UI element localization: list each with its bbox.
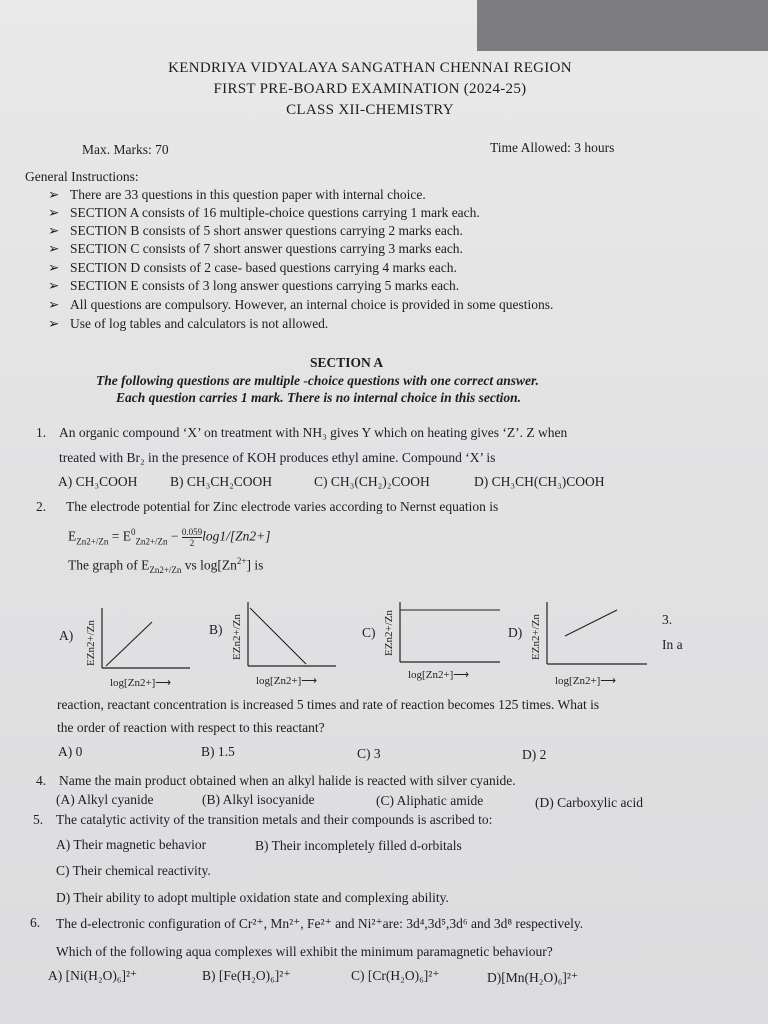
q3-option-d: D) 2 — [522, 747, 547, 762]
graph-b-ylabel: EZn2+/Zn — [231, 614, 243, 660]
q2-option-c-label: C) — [362, 625, 376, 640]
graph-a-ylabel: EZn2+/Zn — [85, 620, 97, 666]
graph-option-b — [226, 596, 346, 692]
graph-d-xlabel: log[Zn2+]⟶ — [555, 675, 617, 687]
q5-option-d: D) Their ability to adopt multiple oxidation state and complexing ability. — [56, 890, 449, 905]
q6-line2: Which of the following aqua complexes will exhibit the minimum paramagnetic behaviour? — [56, 944, 553, 959]
graph-b-line — [250, 608, 306, 664]
q2-number: 2. — [36, 499, 47, 514]
q3-start: In a — [662, 637, 683, 652]
instruction-item: ➢ There are 33 questions in this question paper with internal choice. — [48, 187, 426, 202]
q3-option-b: B) 1.5 — [201, 744, 235, 759]
q6-option-a: A) [Ni(H₂O)₆]²⁺ — [48, 968, 138, 983]
graph-a-line — [106, 622, 152, 666]
q4-option-c: (C) Aliphatic amide — [376, 793, 484, 808]
q5-line1: The catalytic activity of the transition metals and their compounds is ascribed to: — [56, 812, 493, 827]
q2-line1: The electrode potential for Zinc electrode varies according to Nernst equation is — [66, 499, 499, 514]
instruction-item: ➢ SECTION E consists of 3 long answer questions carrying 5 marks each. — [48, 278, 460, 293]
instruction-item: ➢ SECTION C consists of 7 short answer questions carrying 3 marks each. — [48, 241, 463, 256]
graph-option-d — [525, 596, 655, 692]
arrow-bullet-icon: ➢ — [48, 297, 60, 312]
instructions-title: General Instructions: — [25, 169, 139, 184]
q6-option-c: C) [Cr(H₂O)₆]²⁺ — [351, 968, 440, 983]
q6-option-b: B) [Fe(H₂O)₆]²⁺ — [202, 968, 291, 983]
q1-option-b: B) CH₃CH₂COOH — [170, 474, 273, 489]
header-region: KENDRIYA VIDYALAYA SANGATHAN CHENNAI REGION — [168, 60, 572, 76]
q1-line1: An organic compound ‘X’ on treatment with NH₃ gives Y which on heating gives ‘Z’. Z when — [59, 425, 568, 440]
arrow-bullet-icon: ➢ — [48, 241, 60, 256]
arrow-bullet-icon: ➢ — [48, 278, 60, 293]
q6-line1: The d-electronic configuration of Cr²⁺, Mn²⁺, Fe²⁺ and Ni²⁺are: 3d⁴,3d⁵,3d⁶ and 3d⁸ respectively. — [56, 916, 584, 931]
graph-a-xlabel: log[Zn2+]⟶ — [110, 677, 172, 689]
q1-option-c: C) CH₃(CH₂)₂COOH — [314, 474, 430, 489]
q5-option-b: B) Their incompletely filled d-orbitals — [255, 838, 462, 853]
graph-c-ylabel: EZn2+/Zn — [383, 610, 395, 656]
time-allowed: Time Allowed: 3 hours — [490, 140, 615, 155]
q1-line2: treated with Br₂ in the presence of KOH produces ethyl amine. Compound ‘X’ is — [59, 450, 496, 465]
q5-option-a: A) Their magnetic behavior — [56, 837, 207, 852]
q2-option-b-label: B) — [209, 622, 223, 637]
header-class: CLASS XII-CHEMISTRY — [286, 102, 454, 118]
section-title: SECTION A — [310, 355, 384, 370]
q1-number: 1. — [36, 425, 47, 440]
q5-number: 5. — [33, 812, 44, 827]
arrow-bullet-icon: ➢ — [48, 260, 60, 275]
q2-graph-question: The graph of $E_{Zn2+/Zn}$ vs $\log[Zn^{2+}]$ is — [68, 556, 264, 576]
q2-option-a-label: A) — [59, 628, 74, 643]
graph-d-line — [565, 610, 617, 636]
q3-number: 3. — [662, 612, 673, 627]
graph-option-a — [80, 600, 200, 692]
graph-c-xlabel: log[Zn2+]⟶ — [408, 669, 470, 681]
q1-option-d: D) CH₃CH(CH₃)COOH — [474, 474, 605, 489]
max-marks: Max. Marks: 70 — [82, 142, 169, 157]
q4-line1: Name the main product obtained when an alkyl halide is reacted with silver cyanide. — [59, 773, 516, 788]
nernst-equation: $E_{Zn2+/Zn} = E^0_{Zn2+/Zn}$ − $\frac{0.059}{2}$ log1/[Zn2+] — [68, 527, 271, 548]
arrow-bullet-icon: ➢ — [48, 223, 60, 238]
arrow-bullet-icon: ➢ — [48, 187, 60, 202]
graph-option-c — [378, 596, 508, 688]
q5-option-c: C) Their chemical reactivity. — [56, 863, 211, 878]
q1-option-a: A) CH₃COOH — [58, 474, 138, 489]
q4-number: 4. — [36, 773, 47, 788]
instruction-item: ➢ Use of log tables and calculators is not allowed. — [48, 316, 329, 331]
q3-option-a: A) 0 — [58, 744, 83, 759]
arrow-bullet-icon: ➢ — [48, 205, 60, 220]
q3-line2: the order of reaction with respect to this reactant? — [57, 720, 325, 735]
instruction-item: ➢ SECTION A consists of 16 multiple-choice questions carrying 1 mark each. — [48, 205, 480, 220]
instruction-item: ➢ SECTION D consists of 2 case- based questions carrying 4 marks each. — [48, 260, 457, 275]
q6-number: 6. — [30, 915, 41, 930]
instruction-item: ➢ All questions are compulsory. However, an internal choice is provided in some questions. — [48, 297, 554, 312]
q4-option-d: (D) Carboxylic acid — [535, 795, 643, 810]
header-exam: FIRST PRE-BOARD EXAMINATION (2024-25) — [213, 81, 527, 97]
section-subtitle-1: The following questions are multiple -choice questions with one correct answer. — [96, 373, 539, 388]
q6-option-d: D)[Mn(H₂O)₆]²⁺ — [487, 970, 579, 985]
graph-b-xlabel: log[Zn2+]⟶ — [256, 675, 318, 687]
graph-d-ylabel: EZn2+/Zn — [530, 614, 542, 660]
section-subtitle-2: Each question carries 1 mark. There is no internal choice in this section. — [116, 390, 522, 405]
q2-option-d-label: D) — [508, 625, 523, 640]
q4-option-a: (A) Alkyl cyanide — [56, 792, 154, 807]
instruction-item: ➢ SECTION B consists of 5 short answer questions carrying 2 marks each. — [48, 223, 463, 238]
arrow-bullet-icon: ➢ — [48, 316, 60, 331]
q3-line1: reaction, reactant concentration is increased 5 times and rate of reaction becomes 125 times. What is — [57, 697, 600, 712]
q3-option-c: C) 3 — [357, 746, 381, 761]
redacted-box — [477, 0, 768, 51]
q4-option-b: (B) Alkyl isocyanide — [202, 792, 315, 807]
